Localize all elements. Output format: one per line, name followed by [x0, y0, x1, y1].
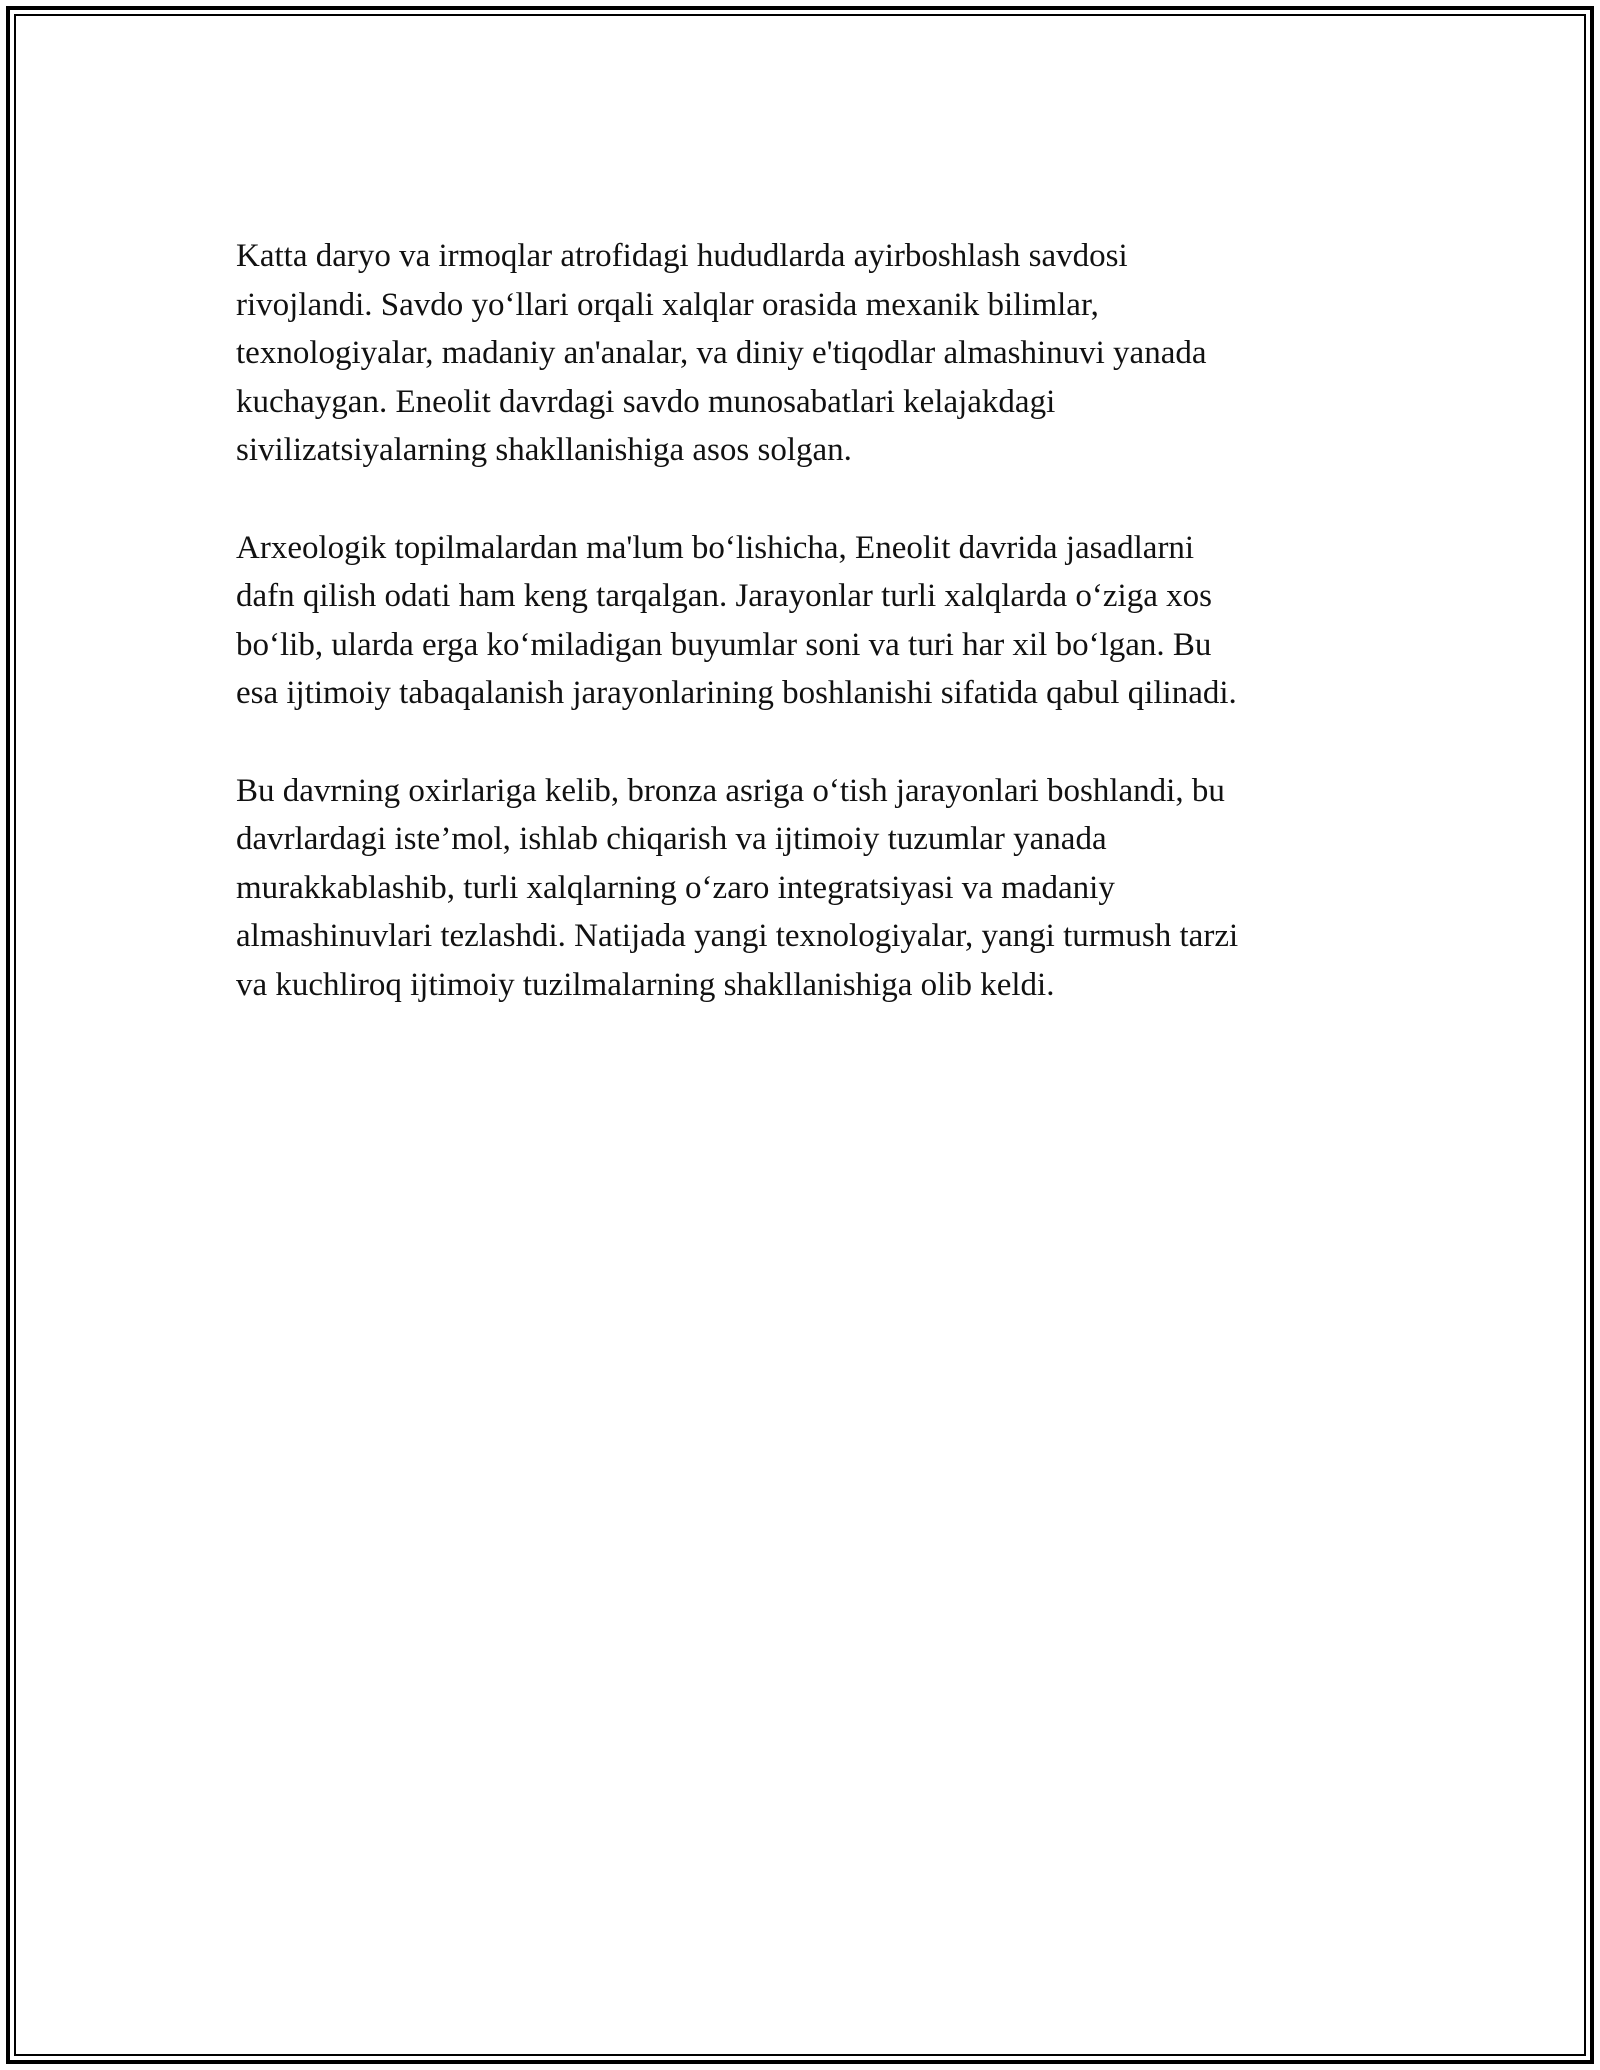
paragraph-line: kuchaygan. Eneolit davrdagi savdo munosabatlari kelajakdagi — [236, 383, 1056, 420]
paragraph-trade — [236, 232, 1366, 475]
paragraph-bronze-age — [236, 767, 1366, 1010]
paragraph-line: Arxeologik topilmalardan ma'lum bo‘lishicha, Eneolit davrida jasadlarni — [236, 529, 1195, 566]
paragraph-line: Katta daryo va irmoqlar atrofidagi hududlarda ayirboshlash savdosi — [236, 238, 1128, 274]
paragraph-line: esa ijtimoiy tabaqalanish jarayonlarining boshlanishi sifatida qabul qilinadi. — [236, 675, 1237, 711]
paragraph-line: sivilizatsiyalarning shakllanishiga asos solgan. — [236, 432, 852, 468]
paragraph-line: texnologiyalar, madaniy an'analar, va diniy e'tiqodlar almashinuvi yanada — [236, 335, 1207, 371]
paragraph-line: almashinuvlari tezlashdi. Natijada yangi texnologiyalar, yangi turmush tarzi — [236, 918, 1239, 954]
paragraph-line: bo‘lib, ularda erga ko‘miladigan buyumlar soni va turi har xil bo‘lgan. Bu — [236, 626, 1212, 663]
paragraph-line: davrlardagi iste’mol, ishlab chiqarish va ijtimoiy tuzumlar yanada — [236, 821, 1107, 857]
paragraph-line: rivojlandi. Savdo yo‘llari orqali xalqlar orasida mexanik bilimlar, — [236, 286, 1099, 323]
paragraph-line: murakkablashib, turli xalqlarning o‘zaro integratsiyasi va madaniy — [236, 869, 1115, 906]
paragraph-burial — [236, 524, 1366, 718]
paragraph-line: dafn qilish odati ham keng tarqalgan. Jarayonlar turli xalqlarda o‘ziga xos — [236, 578, 1212, 614]
paragraph-line: Bu davrning oxirlariga kelib, bronza asriga o‘tish jarayonlari boshlandi, bu — [236, 772, 1225, 809]
document-body — [236, 232, 1366, 1009]
paragraph-line: va kuchliroq ijtimoiy tuzilmalarning shakllanishiga olib keldi. — [236, 966, 1055, 1003]
